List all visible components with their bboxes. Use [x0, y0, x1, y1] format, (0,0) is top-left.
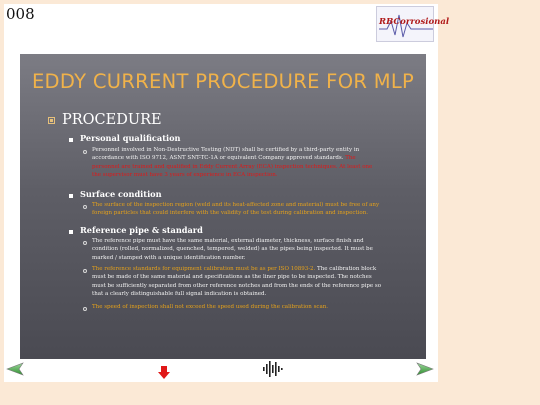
para-text: must be sufficiently separated from other reference notches and from the ends of the reference pipe so [92, 282, 382, 289]
section-bullet-icon [69, 230, 73, 234]
section-paragraph [92, 265, 400, 299]
item-bullet-icon [83, 269, 87, 273]
para-line [92, 171, 400, 179]
logo-text: RBCorrosional [379, 17, 450, 27]
para-text: that a clearly distinguishable full signal indication is obtained. [92, 291, 267, 298]
procedure-heading: PROCEDURE [62, 112, 162, 128]
left-arrow-icon[interactable] [6, 362, 24, 376]
para-line [92, 146, 400, 154]
audio-wave-icon[interactable] [262, 360, 286, 378]
item-bullet-icon [83, 241, 87, 245]
para-line [92, 273, 400, 281]
para-text: personnel are trained and qualified in Eddy Current Array (ECA) inspection techniques. At least one [92, 163, 373, 170]
item-bullet-icon [83, 205, 87, 209]
logo [376, 6, 450, 42]
para-text: The surface of the inspection region (weld and its heat-affected zone and material) must be free of any [92, 202, 380, 208]
para-line [92, 245, 400, 253]
para-line [92, 237, 400, 245]
para-text: marked / stamped with a unique identification number. [92, 254, 246, 261]
section-title: Personal qualification [80, 133, 181, 143]
section-paragraph [92, 237, 400, 262]
item-bullet-icon [83, 307, 87, 311]
para-line [92, 282, 400, 290]
para-line [92, 303, 400, 311]
down-arrow-icon[interactable] [158, 366, 170, 380]
para-text: condition (rolled, normalized, quenched, tempered, welded) as the pipes being inspected. It must be [92, 246, 373, 253]
para-text: The speed of inspection shall not exceed the speed used during the calibration scan. [92, 304, 329, 310]
section-bullet-icon [69, 194, 73, 198]
para-line [92, 201, 400, 209]
item-bullet-icon [83, 150, 87, 154]
page-number: 008 [6, 5, 35, 23]
slide-title: EDDY CURRENT PROCEDURE FOR MLP [31, 70, 415, 93]
para-line [92, 290, 400, 298]
para-text: The reference pipe must have the same material, external diameter, thickness, surface finish and [92, 238, 364, 244]
para-text-tail: The calibration block [315, 266, 377, 272]
para-text: the supervisor must have 3 years of experience in ECA inspection. [92, 172, 278, 179]
para-text: The reference standards for equipment calibration must be as per ISO 10893-2. [92, 266, 316, 272]
para-line [92, 154, 400, 162]
para-text-tail: The [343, 155, 356, 162]
para-text: accordance with ISO 9712, ASNT SNT-TC-1A or equivalent Company approved standards. [92, 155, 344, 162]
section-paragraph [92, 201, 400, 218]
section-bullet-icon [69, 138, 73, 142]
para-text: must be made of the same material and specifications as the liner pipe to be inspected. The notches [92, 274, 372, 281]
section-paragraph [92, 303, 400, 311]
slide [20, 54, 426, 359]
para-text: foreign particles that could interfere with the validity of the test during calibration and inspection. [92, 210, 368, 217]
para-line [92, 254, 400, 262]
page [4, 4, 450, 382]
section-paragraph [92, 146, 400, 180]
para-line [92, 209, 400, 217]
section-title: Reference pipe & standard [80, 225, 203, 235]
para-line [92, 265, 400, 273]
right-arrow-icon[interactable] [416, 362, 434, 376]
para-text: Personnel involved in Non-Destructive Testing (NDT) shall be certified by a third-party entity in [92, 147, 360, 153]
section-title: Surface condition [80, 189, 162, 199]
square-bullet-icon [48, 117, 55, 124]
para-line [92, 163, 400, 171]
